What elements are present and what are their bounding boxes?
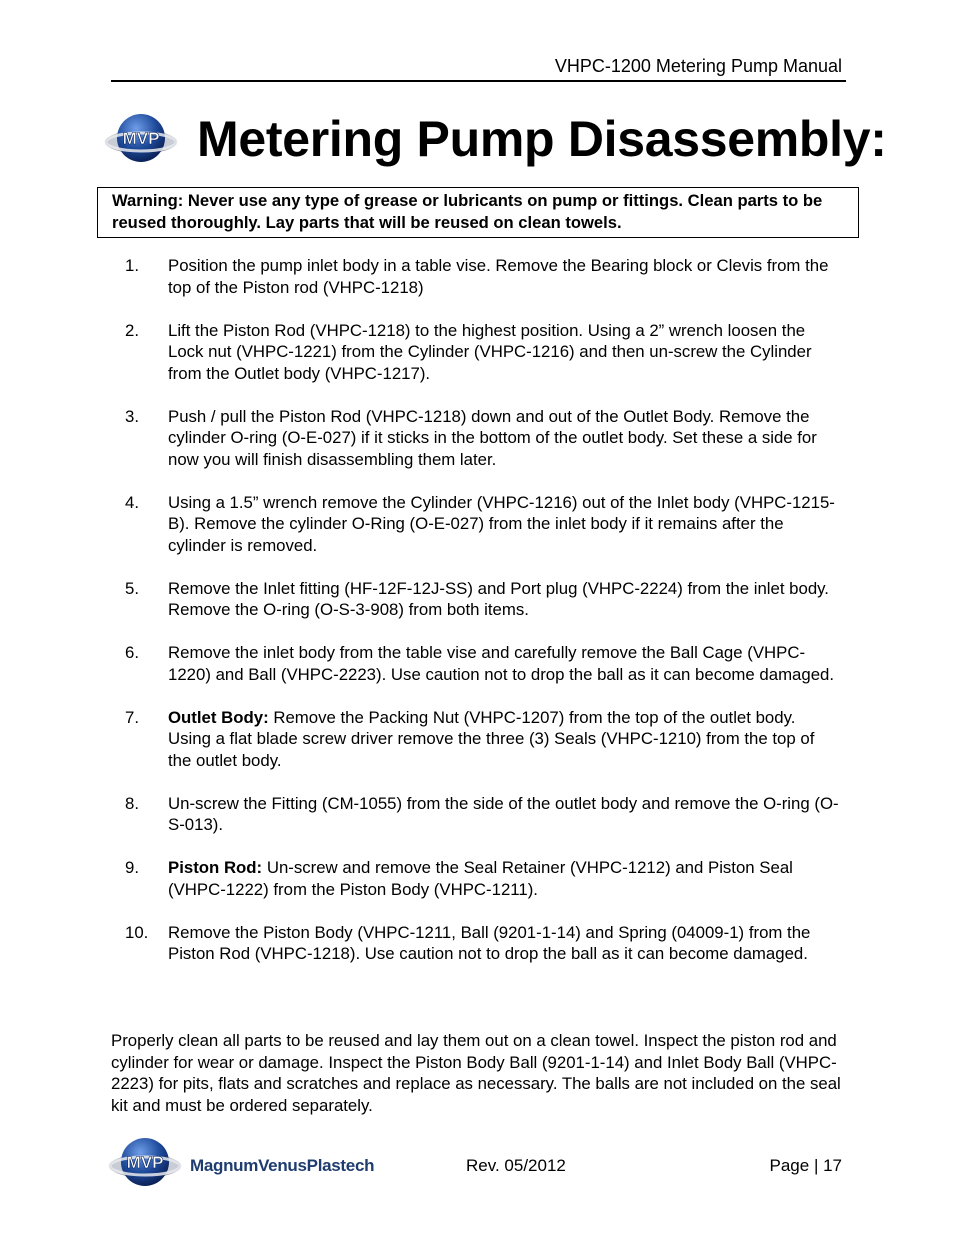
step-text: Push / pull the Piston Rod (VHPC-1218) down and out of the Outlet Body. Remove the cylinder O-ring (O-E-027) if it sticks in the bottom of the outlet body. Set these a side for now you will finish disassembling them later. xyxy=(168,406,817,469)
step-item xyxy=(0,857,954,900)
step-lead: Outlet Body: xyxy=(168,707,269,727)
step-item xyxy=(0,707,954,772)
step-text: Using a 1.5” wrench remove the Cylinder (VHPC-1216) out of the Inlet body (VHPC-1215-B). Remove the cylinder O-Ring (O-E-027) from the inlet body if it remains after the cylinder is removed. xyxy=(168,492,835,555)
step-text: Remove the Inlet fitting (HF-12F-12J-SS) and Port plug (VHPC-2224) from the inlet body. Remove the O-ring (O-S-3-908) from both items. xyxy=(168,578,829,619)
step-text: Remove the Piston Body (VHPC-1211, Ball (9201-1-14) and Spring (04009-1) from the Piston Rod (VHPC-1218). Use caution not to drop the ball as it can become damaged. xyxy=(168,922,811,963)
step-item xyxy=(0,255,954,298)
footer-revision: Rev. 05/2012 xyxy=(466,1156,566,1175)
step-number: 9. xyxy=(125,858,139,877)
step-text: Piston Rod: Un-screw and remove the Seal Retainer (VHPC-1212) and Piston Seal (VHPC-1222) from the Piston Body (VHPC-1211). xyxy=(168,858,793,899)
mvp-footer-logo-icon xyxy=(108,1132,182,1192)
step-number: 2. xyxy=(125,320,139,340)
step-number: 6. xyxy=(125,643,139,662)
logo-text: MVP xyxy=(122,129,160,148)
step-number: 1. xyxy=(125,256,139,275)
step-item xyxy=(0,578,954,621)
step-number: 7. xyxy=(125,707,139,727)
step-item xyxy=(0,642,954,685)
step-item xyxy=(0,793,954,836)
step-text: Lift the Piston Rod (VHPC-1218) to the highest position. Using a 2” wrench loosen the Lock nut (VHPC-1221) from the Cylinder (VHPC-1216) and then un-screw the Cylinder from the Outlet body (VHPC-1217). xyxy=(168,320,812,383)
step-item xyxy=(0,406,954,471)
mvp-logo-icon xyxy=(104,108,178,168)
footer-brand: MagnumVenusPlastech xyxy=(190,1156,375,1175)
step-number: 5. xyxy=(125,578,139,598)
step-lead: Piston Rod: xyxy=(168,858,263,877)
header-divider xyxy=(111,80,846,82)
disassembly-steps xyxy=(0,255,954,986)
step-item xyxy=(0,492,954,557)
step-number: 3. xyxy=(125,406,139,426)
step-item xyxy=(0,320,954,385)
warning-box: Warning: Never use any type of grease or lubricants on pump or fittings. Clean parts to be reused thoroughly. Lay parts that will be reused on clean towels. xyxy=(97,187,859,238)
footer-page-number: Page | 17 xyxy=(769,1156,842,1175)
step-text: Remove the inlet body from the table vise and carefully remove the Ball Cage (VHPC-1220) and Ball (VHPC-2223). Use caution not to drop the ball as it can become damaged. xyxy=(168,643,835,684)
step-text: Outlet Body: Remove the Packing Nut (VHPC-1207) from the top of the outlet body. Using a flat blade screw driver remove the three (3) Seals (VHPC-1210) from the top of the outlet body. xyxy=(168,707,815,770)
manual-title: VHPC-1200 Metering Pump Manual xyxy=(554,56,842,76)
step-text: Un-screw the Fitting (CM-1055) from the side of the outlet body and remove the O-ring (O-S-013). xyxy=(168,793,839,834)
closing-paragraph: Properly clean all parts to be reused and lay them out on a clean towel. Inspect the piston rod and cylinder for wear or damage. Inspect the Piston Body Ball (9201-1-14) and Inlet Body Ball (VHPC-2223) for pits, flats and scratches and replace as necessary. The balls are not included on the seal kit and must be ordered separately. xyxy=(111,1031,841,1115)
step-item xyxy=(0,922,954,965)
step-number: 4. xyxy=(125,492,139,512)
step-number: 8. xyxy=(125,793,139,813)
footer-logo-text: MVP xyxy=(126,1153,164,1172)
step-number: 10. xyxy=(125,922,149,942)
step-text: Position the pump inlet body in a table vise. Remove the Bearing block or Clevis from the top of the Piston rod (VHPC-1218) xyxy=(168,256,829,297)
page-title: Metering Pump Disassembly: xyxy=(197,111,887,167)
